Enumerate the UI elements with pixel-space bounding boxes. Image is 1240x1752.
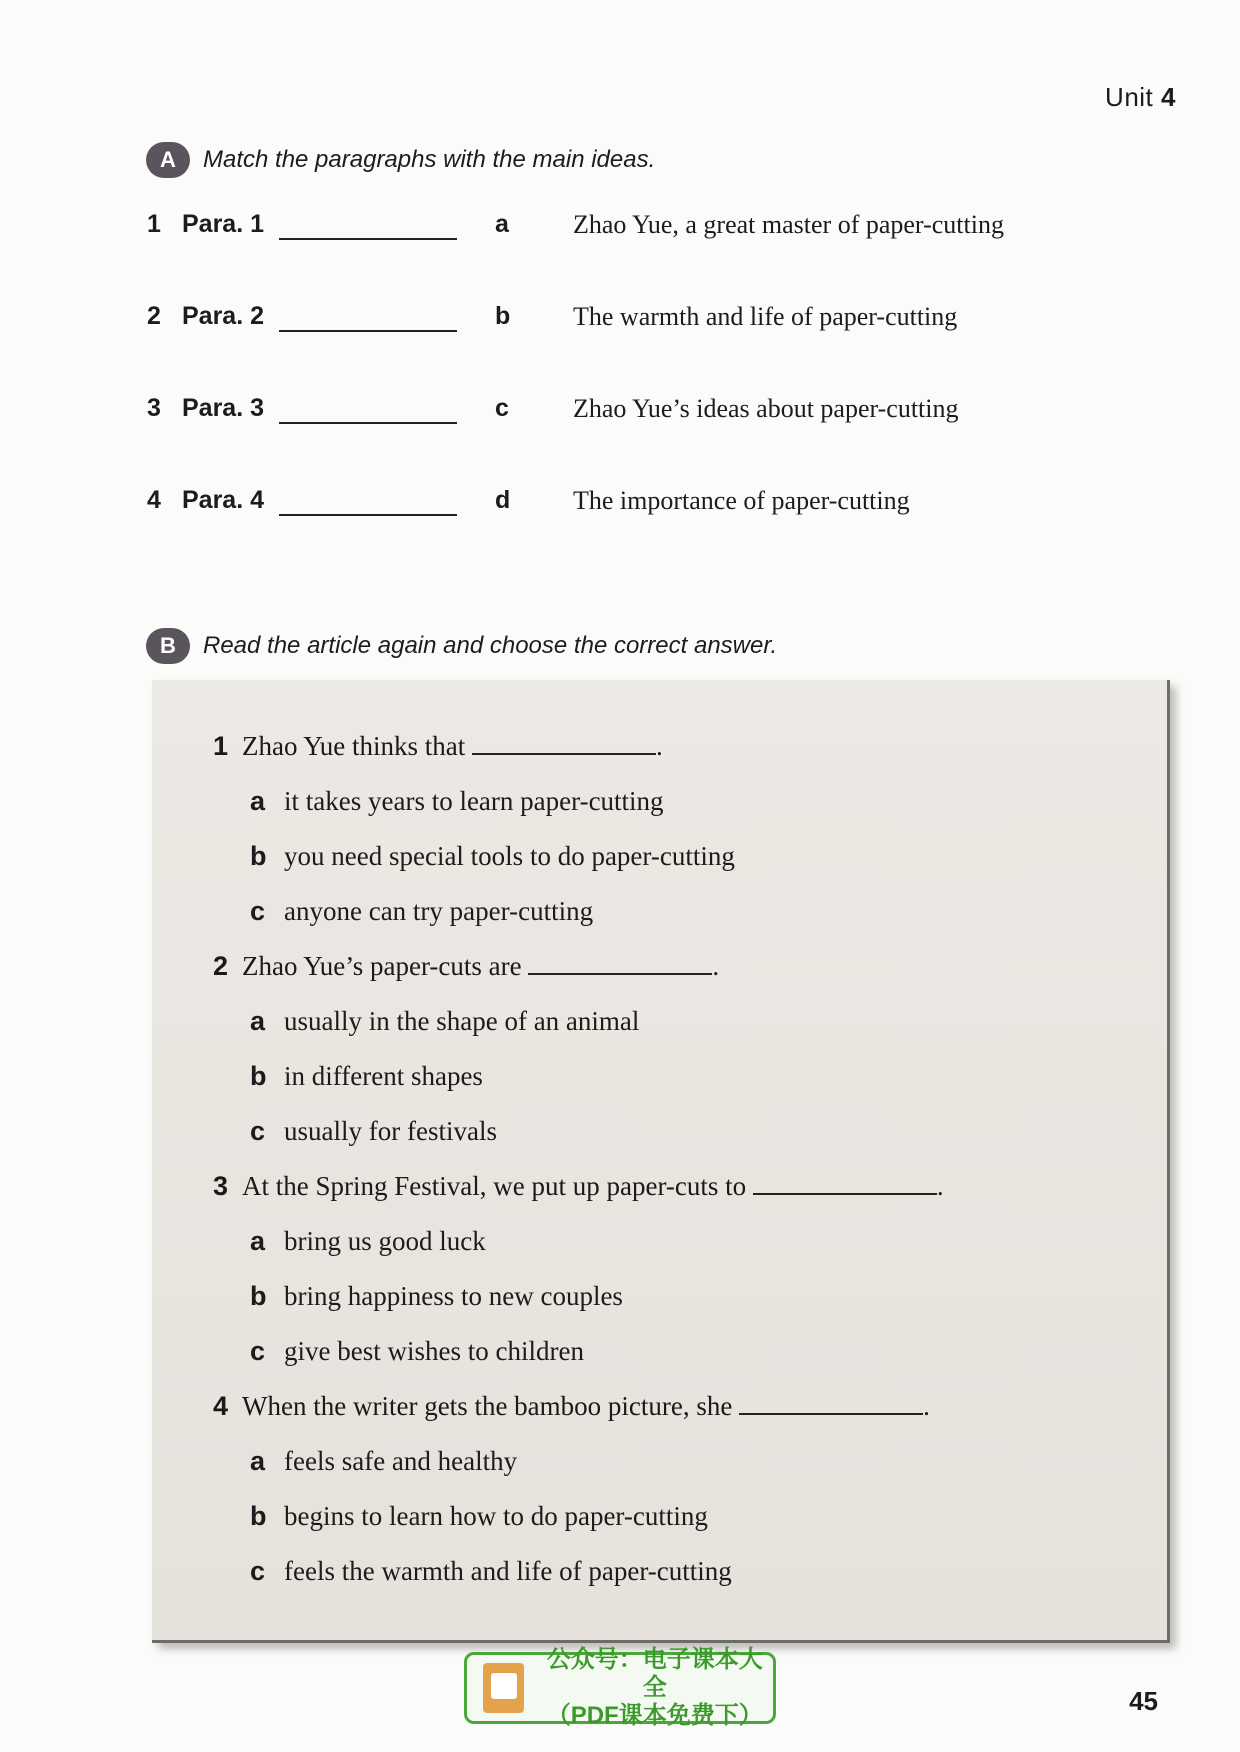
question-number: 4 xyxy=(213,1391,229,1421)
option-letter: c xyxy=(250,1556,266,1586)
row-number: 3 xyxy=(147,394,161,422)
answer-blank[interactable] xyxy=(528,951,712,975)
option-letter: c xyxy=(250,1116,266,1146)
answer-option[interactable] xyxy=(250,1556,732,1587)
question-end: . xyxy=(712,951,720,981)
main-idea: The warmth and life of paper-cutting xyxy=(573,302,958,331)
option-letter: a xyxy=(250,1006,266,1036)
question-text: At the Spring Festival, we put up paper-cuts to xyxy=(242,1171,747,1201)
row-number: 4 xyxy=(147,486,161,514)
unit-number: 4 xyxy=(1161,82,1176,112)
option-text: give best wishes to children xyxy=(284,1336,584,1366)
idea-letter: c xyxy=(495,394,509,422)
answer-option[interactable] xyxy=(250,1061,483,1092)
answer-option[interactable] xyxy=(250,1446,517,1477)
book-icon xyxy=(483,1663,524,1713)
answer-option[interactable] xyxy=(250,1336,584,1367)
question-end: . xyxy=(936,1171,944,1201)
answer-blank[interactable] xyxy=(472,731,656,755)
paragraph-label: Para. 2 xyxy=(182,302,265,330)
question xyxy=(213,951,719,982)
section-a-instruction: Match the paragraphs with the main ideas. xyxy=(203,146,656,173)
option-text: bring happiness to new couples xyxy=(284,1281,623,1311)
answer-blank[interactable] xyxy=(279,238,457,240)
option-text: it takes years to learn paper-cutting xyxy=(284,786,664,816)
answer-option[interactable] xyxy=(250,1281,623,1312)
answer-blank[interactable] xyxy=(753,1171,937,1195)
article-background xyxy=(152,680,1170,1643)
paragraph-label: Para. 3 xyxy=(182,394,265,422)
watermark-line1: 公众号：电子课本大全 xyxy=(546,1646,763,1701)
row-number: 1 xyxy=(147,210,161,238)
question-number: 3 xyxy=(213,1171,229,1201)
question-text: Zhao Yue thinks that xyxy=(242,731,466,761)
watermark-banner xyxy=(464,1646,776,1729)
answer-option[interactable] xyxy=(250,1226,486,1257)
option-letter: b xyxy=(250,1501,267,1531)
main-idea: Zhao Yue’s ideas about paper-cutting xyxy=(573,394,959,423)
unit-label: Unit xyxy=(1105,82,1154,112)
option-letter: a xyxy=(250,786,266,816)
answer-blank[interactable] xyxy=(279,330,457,332)
question-text: Zhao Yue’s paper-cuts are xyxy=(242,951,522,981)
answer-option[interactable] xyxy=(250,1116,497,1147)
option-text: in different shapes xyxy=(284,1061,483,1091)
page-number: 45 xyxy=(1129,1686,1158,1716)
question-number: 1 xyxy=(213,731,229,761)
main-idea: The importance of paper-cutting xyxy=(573,486,910,515)
question-number: 2 xyxy=(213,951,229,981)
unit-header xyxy=(1105,82,1176,113)
option-letter: b xyxy=(250,1281,267,1311)
answer-blank[interactable] xyxy=(739,1391,923,1415)
option-letter: c xyxy=(250,896,266,926)
row-number: 2 xyxy=(147,302,161,330)
option-letter: a xyxy=(250,1446,266,1476)
question-end: . xyxy=(656,731,663,761)
answer-option[interactable] xyxy=(250,786,664,817)
paragraph-label: Para. 1 xyxy=(182,210,265,238)
option-text: feels the warmth and life of paper-cutting xyxy=(284,1556,732,1586)
option-text: you need special tools to do paper-cutting xyxy=(284,841,735,871)
question xyxy=(213,1391,930,1422)
option-text: usually for festivals xyxy=(284,1116,497,1146)
section-b-instruction: Read the article again and choose the correct answer. xyxy=(203,632,778,659)
watermark-text xyxy=(536,1646,773,1730)
main-idea: Zhao Yue, a great master of paper-cutting xyxy=(573,210,1004,239)
answer-option[interactable] xyxy=(250,896,593,927)
answer-option[interactable] xyxy=(250,1501,708,1532)
option-letter: c xyxy=(250,1336,266,1366)
question xyxy=(213,731,663,762)
idea-letter: b xyxy=(495,302,511,330)
option-text: usually in the shape of an animal xyxy=(284,1006,640,1036)
idea-letter: d xyxy=(495,486,511,514)
answer-option[interactable] xyxy=(250,841,735,872)
section-a-badge: A xyxy=(146,142,190,178)
answer-blank[interactable] xyxy=(279,514,457,516)
option-letter: b xyxy=(250,841,267,871)
option-letter: b xyxy=(250,1061,267,1091)
answer-option[interactable] xyxy=(250,1006,639,1037)
question xyxy=(213,1171,944,1202)
section-b-badge: B xyxy=(146,628,190,664)
option-text: bring us good luck xyxy=(284,1226,486,1256)
watermark-line2: （PDF课本免费下） xyxy=(546,1702,763,1729)
option-text: begins to learn how to do paper-cutting xyxy=(284,1501,708,1531)
option-text: feels safe and healthy xyxy=(284,1446,518,1476)
option-letter: a xyxy=(250,1226,266,1256)
question-end: . xyxy=(923,1391,930,1421)
paragraph-label: Para. 4 xyxy=(182,486,265,514)
answer-blank[interactable] xyxy=(279,422,457,424)
option-text: anyone can try paper-cutting xyxy=(284,896,594,926)
question-text: When the writer gets the bamboo picture, she xyxy=(242,1391,733,1421)
idea-letter: a xyxy=(495,210,509,238)
